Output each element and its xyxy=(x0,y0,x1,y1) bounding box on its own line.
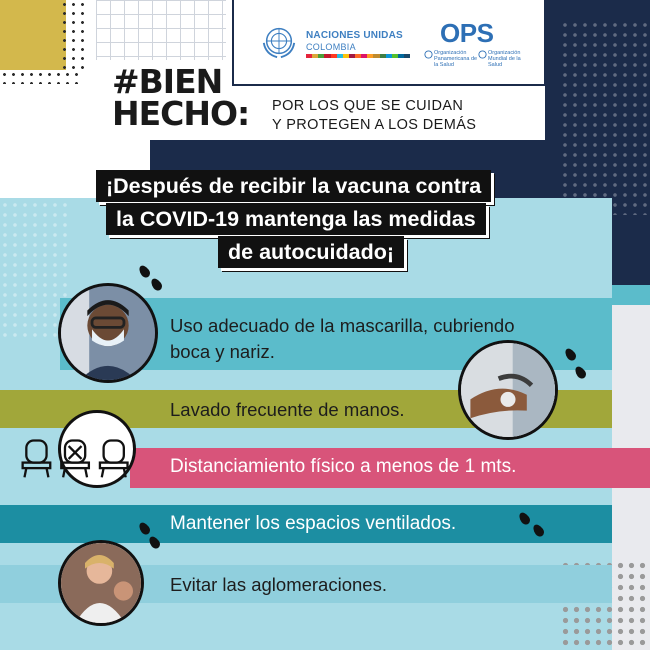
dot-pattern-top-left xyxy=(0,70,80,84)
measure-handwash: Lavado frecuente de manos. xyxy=(170,399,405,420)
logo-box xyxy=(232,0,546,86)
mustard-corner-block xyxy=(0,0,66,70)
callout-line2: la COVID-19 mantenga las medidas xyxy=(106,203,486,235)
sdg-color-segment xyxy=(404,54,410,58)
callout-line1: ¡Después de recibir la vacuna contra xyxy=(96,170,491,202)
measure-mask-line1: Uso adecuado de la mascarilla, cubriendo xyxy=(170,315,515,336)
right-edge-block xyxy=(612,215,650,285)
ops-logo: OPS xyxy=(440,18,494,48)
callout-box xyxy=(96,170,546,270)
person-with-mask-photo xyxy=(58,283,158,383)
callout-line3: de autocuidado¡ xyxy=(218,236,404,268)
un-country: COLOMBIA xyxy=(306,42,356,52)
chairs-row-icon xyxy=(20,435,132,481)
hand-washing-photo xyxy=(458,340,558,440)
tagline-line2: Y PROTEGEN A LOS DEMÁS xyxy=(272,117,477,133)
ops-org-paho: Organización Panamericana de la Salud xyxy=(434,50,478,68)
hand-washing-illustration xyxy=(461,343,555,437)
measure-distance: Distanciamiento físico a menos de 1 mts. xyxy=(170,456,517,477)
tagline-line1: POR LOS QUE SE CUIDAN xyxy=(272,98,464,114)
who-emblem-icon xyxy=(478,50,487,59)
people-hugging-photo xyxy=(58,540,144,626)
people-illustration xyxy=(61,543,141,623)
ops-org-who: Organización Mundial de la Salud xyxy=(488,50,521,68)
paho-emblem-icon xyxy=(424,50,433,59)
grid-pattern xyxy=(96,0,226,60)
measure-mask-line2: boca y nariz. xyxy=(170,341,275,362)
headline-hecho: HECHO: xyxy=(112,94,250,133)
masked-person-illustration xyxy=(61,286,155,380)
teal-corner xyxy=(612,285,650,305)
dot-pattern-left xyxy=(60,0,90,70)
sdg-color-bar xyxy=(306,54,410,58)
un-emblem-icon xyxy=(260,22,298,60)
measure-crowds: Evitar las aglomeraciones. xyxy=(170,574,387,595)
headline-hashtag: #BIEN xyxy=(112,62,223,101)
measure-ventilate: Mantener los espacios ventilados. xyxy=(170,513,457,534)
un-name: NACIONES UNIDAS xyxy=(306,30,403,41)
